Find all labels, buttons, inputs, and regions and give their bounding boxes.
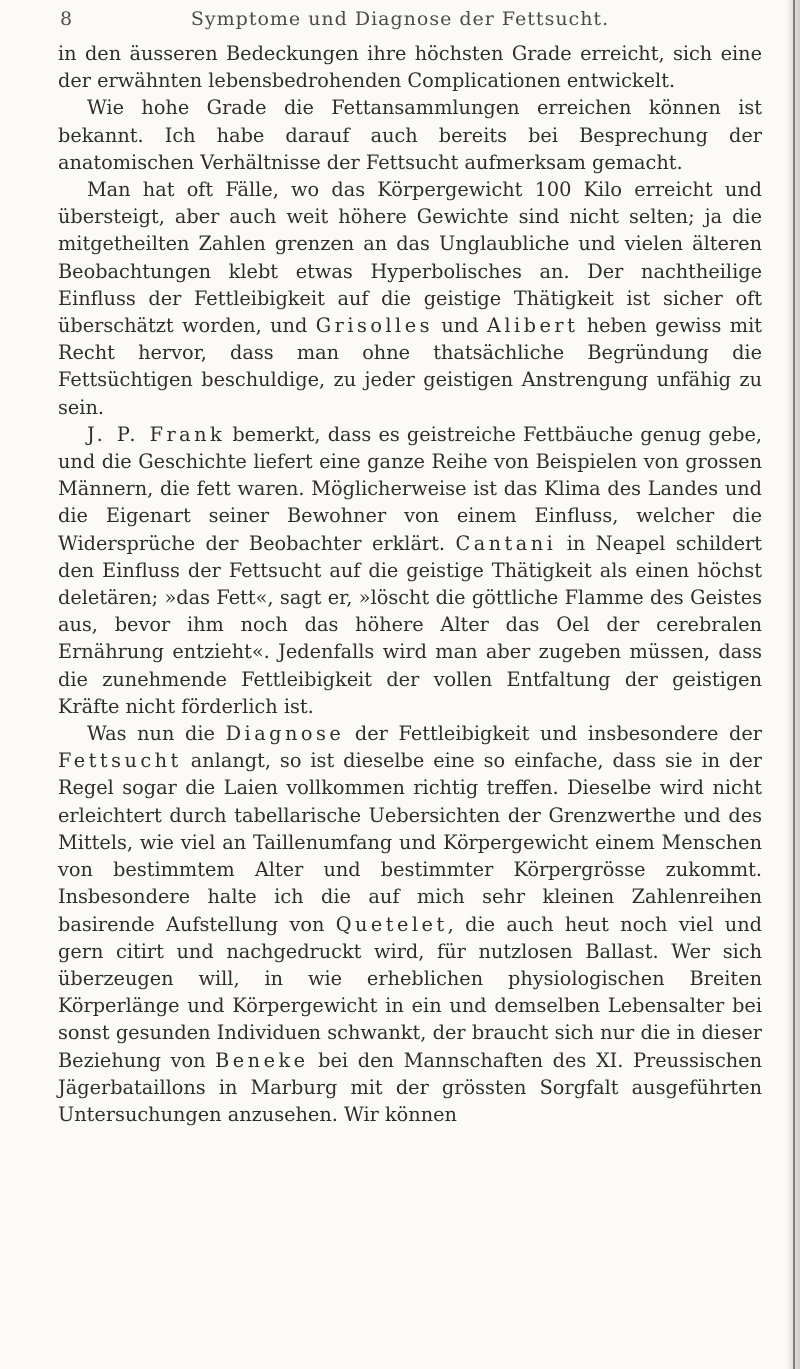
spaced-name: Fettsucht (58, 749, 182, 773)
running-head: Symptome und Diagnose der Fettsucht. (190, 8, 610, 30)
text-run: , die auch heut noch viel und gern citirt und nachgedruckt wird, für nutzlosen Ballast. Wer sich überzeugen will, in wie erheblichen physiologischen Breiten Körperlänge und Körpergewicht in ein und demselben Lebensalter bei sonst gesunden Individuen schwankt, der braucht sich nur die in dieser Beziehung von (58, 912, 762, 1072)
text-run: heben gewiss mit Recht hervor, dass man ohne thatsächliche Begründung die Fettsüchtigen beschuldige, zu jeder geistigen Anstrengung unfähig zu sein. (58, 314, 762, 419)
text-run: bei den Mannschaften des XI. Preussischen Jägerbataillons in Marburg mit der grössten Sorgfalt ausgeführten Untersuchungen anzusehen. Wir können (58, 1048, 762, 1126)
body-text (58, 40, 762, 1128)
page-edge-line (793, 0, 795, 1369)
text-run: Was nun die (86, 722, 226, 746)
paragraph (58, 40, 762, 94)
text-run: Man hat oft Fälle, wo das Körpergewicht 100 Kilo erreicht und übersteigt, aber auch weit höhere Gewichte sind nicht selten; ja die mitgetheilten Zahlen grenzen an das Unglaubliche und vielen älteren Beobachtungen klebt etwas Hyperbolisches an. Der nachtheilige Einfluss der Fettleibigkeit auf die geistige Thätigkeit ist sicher oft überschätzt worden, und (58, 178, 762, 338)
spaced-name: Grisolles (315, 314, 433, 338)
text-run: Wie hohe Grade die Fettansammlungen erreichen können ist bekannt. Ich habe darauf auch bereits bei Besprechung der anatomischen Verhältnisse der Fettsucht aufmerksam gemacht. (58, 96, 762, 174)
paragraph (58, 176, 762, 421)
text-run: in den äusseren Bedeckungen ihre höchsten Grade erreicht, sich eine der erwähnten lebensbedrohenden Complicationen entwickelt. (58, 42, 762, 93)
paragraph (58, 94, 762, 176)
paragraph (58, 720, 762, 1128)
spaced-name: Cantani (455, 531, 557, 555)
text-run: und (432, 314, 487, 338)
page-header (0, 8, 800, 38)
spaced-name: Diagnose (225, 722, 345, 746)
spaced-name: Beneke (215, 1048, 309, 1072)
spaced-name: Alibert (487, 314, 579, 338)
paragraph (58, 421, 762, 720)
text-run: in Neapel schildert den Einfluss der Fettsucht auf die geistige Thätigkeit als einen höchst deletären; »das Fett«, sagt er, »löscht die göttliche Flamme des Geistes aus, bevor ihm noch das höhere Alter das Oel der cerebralen Ernährung entzieht«. Jedenfalls wird man aber zugeben müssen, dass die zunehmende Fettleibigkeit der vollen Entfaltung der geistigen Kräfte nicht förderlich ist. (58, 531, 762, 718)
text-run: anlangt, so ist dieselbe eine so einfache, dass sie in der Regel sogar die Laien vollkommen richtig treffen. Dieselbe wird nicht erleichtert durch tabellarische Uebersichten der Grenzwerthe und des Mittels, wie viel an Taillenumfang und Körpergewicht einem Menschen von bestimmtem Alter und bestimmter Körpergrösse zukommt. Insbesondere halte ich die auf mich sehr kleinen Zahlenreihen basirende Aufstellung von (58, 749, 762, 936)
spaced-name: Quetelet (335, 912, 448, 936)
page-number: 8 (60, 8, 73, 30)
text-run: der Fettleibigkeit und insbesondere der (344, 722, 762, 746)
spaced-name: J. P. Frank (86, 422, 226, 446)
text-run: bemerkt, dass es geistreiche Fettbäuche genug gebe, und die Geschichte liefert eine ganze Reihe von Beispielen von grossen Männern, die fett waren. Möglicherweise ist das Klima des Landes und die Eigenart seiner Bewohner von einem Einfluss, welcher die Widersprüche der Beobachter erklärt. (58, 422, 762, 555)
